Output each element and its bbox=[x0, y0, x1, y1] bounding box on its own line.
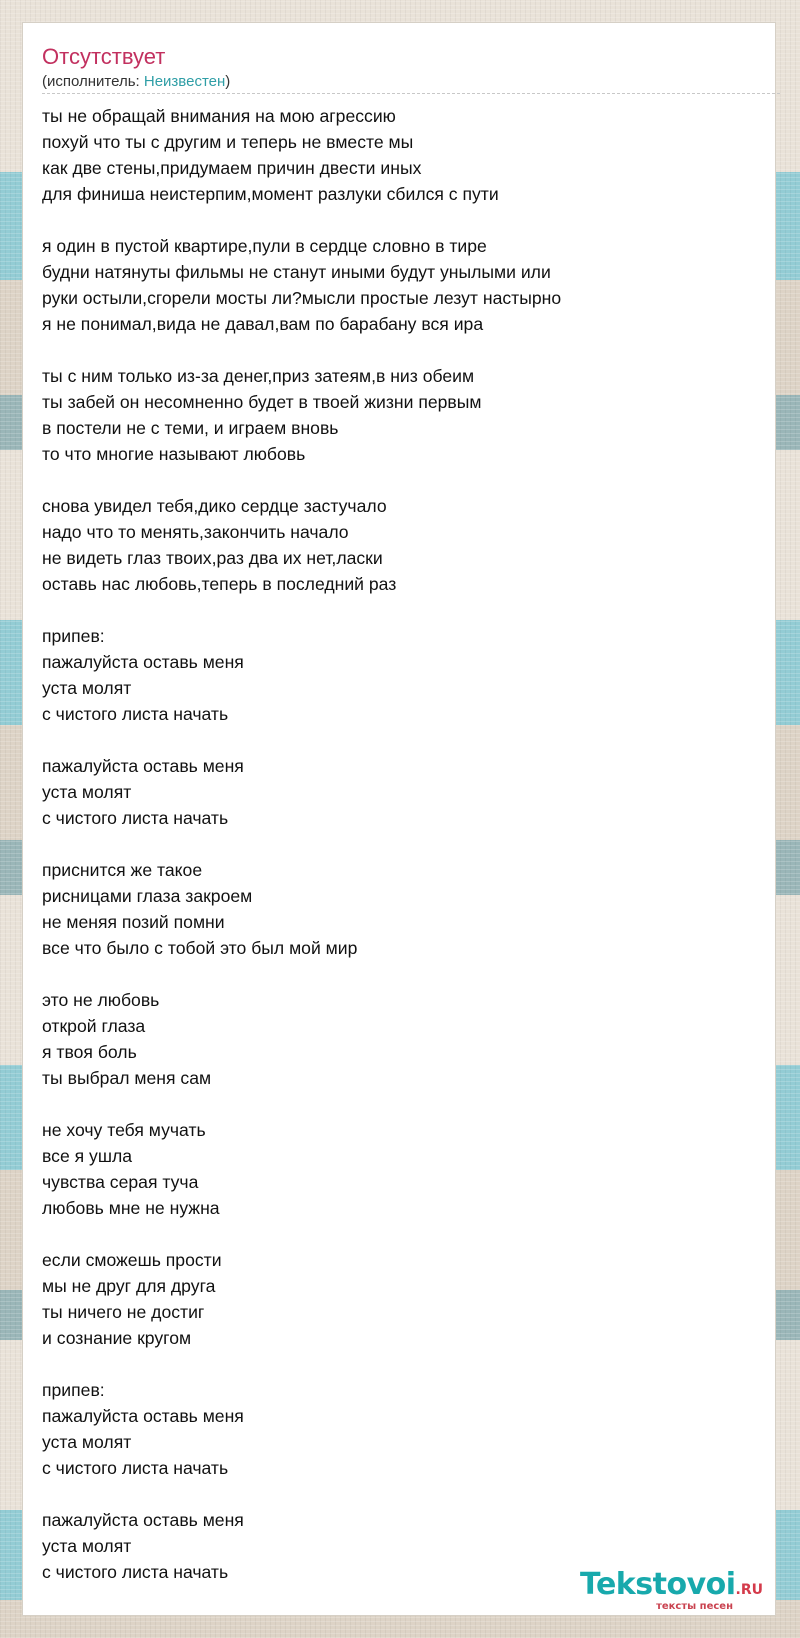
lyric-line: оставь нас любовь,теперь в последний раз bbox=[42, 574, 397, 594]
lyric-line: уста молят bbox=[42, 678, 132, 698]
lyric-line: и сознание кругом bbox=[42, 1328, 192, 1348]
lyric-line: рисницами глаза закроем bbox=[42, 886, 253, 906]
lyrics-stanza bbox=[42, 493, 762, 597]
lyric-line: уста молят bbox=[42, 782, 132, 802]
lyric-line: пажалуйста оставь меня bbox=[42, 652, 244, 672]
lyrics-stanza bbox=[42, 363, 762, 467]
lyrics-stanza bbox=[42, 857, 762, 961]
lyric-line: с чистого листа начать bbox=[42, 1458, 229, 1478]
lyrics-card bbox=[22, 22, 776, 1616]
lyric-line: открой глаза bbox=[42, 1016, 146, 1036]
lyric-line: все я ушла bbox=[42, 1146, 132, 1166]
lyric-line: ты ничего не достиг bbox=[42, 1302, 205, 1322]
lyrics-stanza bbox=[42, 623, 762, 727]
artist-line bbox=[42, 73, 230, 91]
lyric-line: все что было с тобой это был мой мир bbox=[42, 938, 358, 958]
lyric-line: я не понимал,вида не давал,вам по барабану вся ира bbox=[42, 314, 484, 334]
logo-tagline: тексты песен bbox=[656, 1601, 733, 1612]
lyric-line: пажалуйста оставь меня bbox=[42, 1510, 244, 1530]
header-divider bbox=[42, 93, 780, 94]
lyric-line: припев: bbox=[42, 626, 105, 646]
lyric-line: чувства серая туча bbox=[42, 1172, 199, 1192]
lyrics-stanza bbox=[42, 1117, 762, 1221]
lyric-line: ты забей он несомненно будет в твоей жизни первым bbox=[42, 392, 482, 412]
lyric-line: пажалуйста оставь меня bbox=[42, 756, 244, 776]
lyric-line: это не любовь bbox=[42, 990, 160, 1010]
lyric-line: с чистого листа начать bbox=[42, 1562, 229, 1582]
lyric-line: похуй что ты с другим и теперь не вместе мы bbox=[42, 132, 414, 152]
lyric-line: для финиша неистерпим,момент разлуки сбился с пути bbox=[42, 184, 499, 204]
lyric-line: ты с ним только из-за денег,приз затеям,в низ обеим bbox=[42, 366, 475, 386]
lyric-line: будни натянуты фильмы не станут иными будут унылыми или bbox=[42, 262, 551, 282]
lyric-line: уста молят bbox=[42, 1536, 132, 1556]
lyric-line: как две стены,придумаем причин двести иных bbox=[42, 158, 422, 178]
lyric-line: не хочу тебя мучать bbox=[42, 1120, 206, 1140]
lyric-line: я твоя боль bbox=[42, 1042, 137, 1062]
lyric-line: мы не друг для друга bbox=[42, 1276, 216, 1296]
lyric-line: с чистого листа начать bbox=[42, 704, 229, 724]
artist-link[interactable]: Неизвестен bbox=[143, 73, 226, 90]
lyric-line: припев: bbox=[42, 1380, 105, 1400]
lyrics-stanza bbox=[42, 987, 762, 1091]
lyric-line: не видеть глаз твоих,раз два их нет,ласки bbox=[42, 548, 383, 568]
site-logo[interactable] bbox=[543, 1569, 763, 1613]
lyrics-stanza bbox=[42, 753, 762, 831]
lyric-line: с чистого листа начать bbox=[42, 808, 229, 828]
logo-tld: .RU bbox=[735, 1582, 763, 1598]
lyric-line: если сможешь прости bbox=[42, 1250, 222, 1270]
lyric-line: я один в пустой квартире,пули в сердце словно в тире bbox=[42, 236, 487, 256]
lyric-line: ты не обращай внимания на мою агрессию bbox=[42, 106, 396, 126]
artist-prefix: (исполнитель: bbox=[42, 73, 144, 90]
lyric-line: не меняя позий помни bbox=[42, 912, 225, 932]
lyric-line: пажалуйста оставь меня bbox=[42, 1406, 244, 1426]
lyric-line: то что многие называют любовь bbox=[42, 444, 306, 464]
song-title: Отсутствует bbox=[42, 44, 166, 69]
lyrics-stanza bbox=[42, 1247, 762, 1351]
lyrics-stanza bbox=[42, 1377, 762, 1481]
lyric-line: ты выбрал меня сам bbox=[42, 1068, 212, 1088]
lyric-line: снова увидел тебя,дико сердце застучало bbox=[42, 496, 387, 516]
lyric-line: уста молят bbox=[42, 1432, 132, 1452]
lyrics-body bbox=[42, 103, 762, 1611]
artist-suffix: ) bbox=[225, 73, 231, 90]
lyric-line: в постели не с теми, и играем вновь bbox=[42, 418, 339, 438]
lyric-line: приснится же такое bbox=[42, 860, 203, 880]
lyrics-stanza bbox=[42, 233, 762, 337]
lyrics-stanza bbox=[42, 103, 762, 207]
logo-word: Tekstovoi bbox=[579, 1567, 736, 1602]
lyric-line: руки остыли,сгорели мосты ли?мысли простые лезут настырно bbox=[42, 288, 562, 308]
lyric-line: надо что то менять,закончить начало bbox=[42, 522, 349, 542]
lyric-line: любовь мне не нужна bbox=[42, 1198, 220, 1218]
